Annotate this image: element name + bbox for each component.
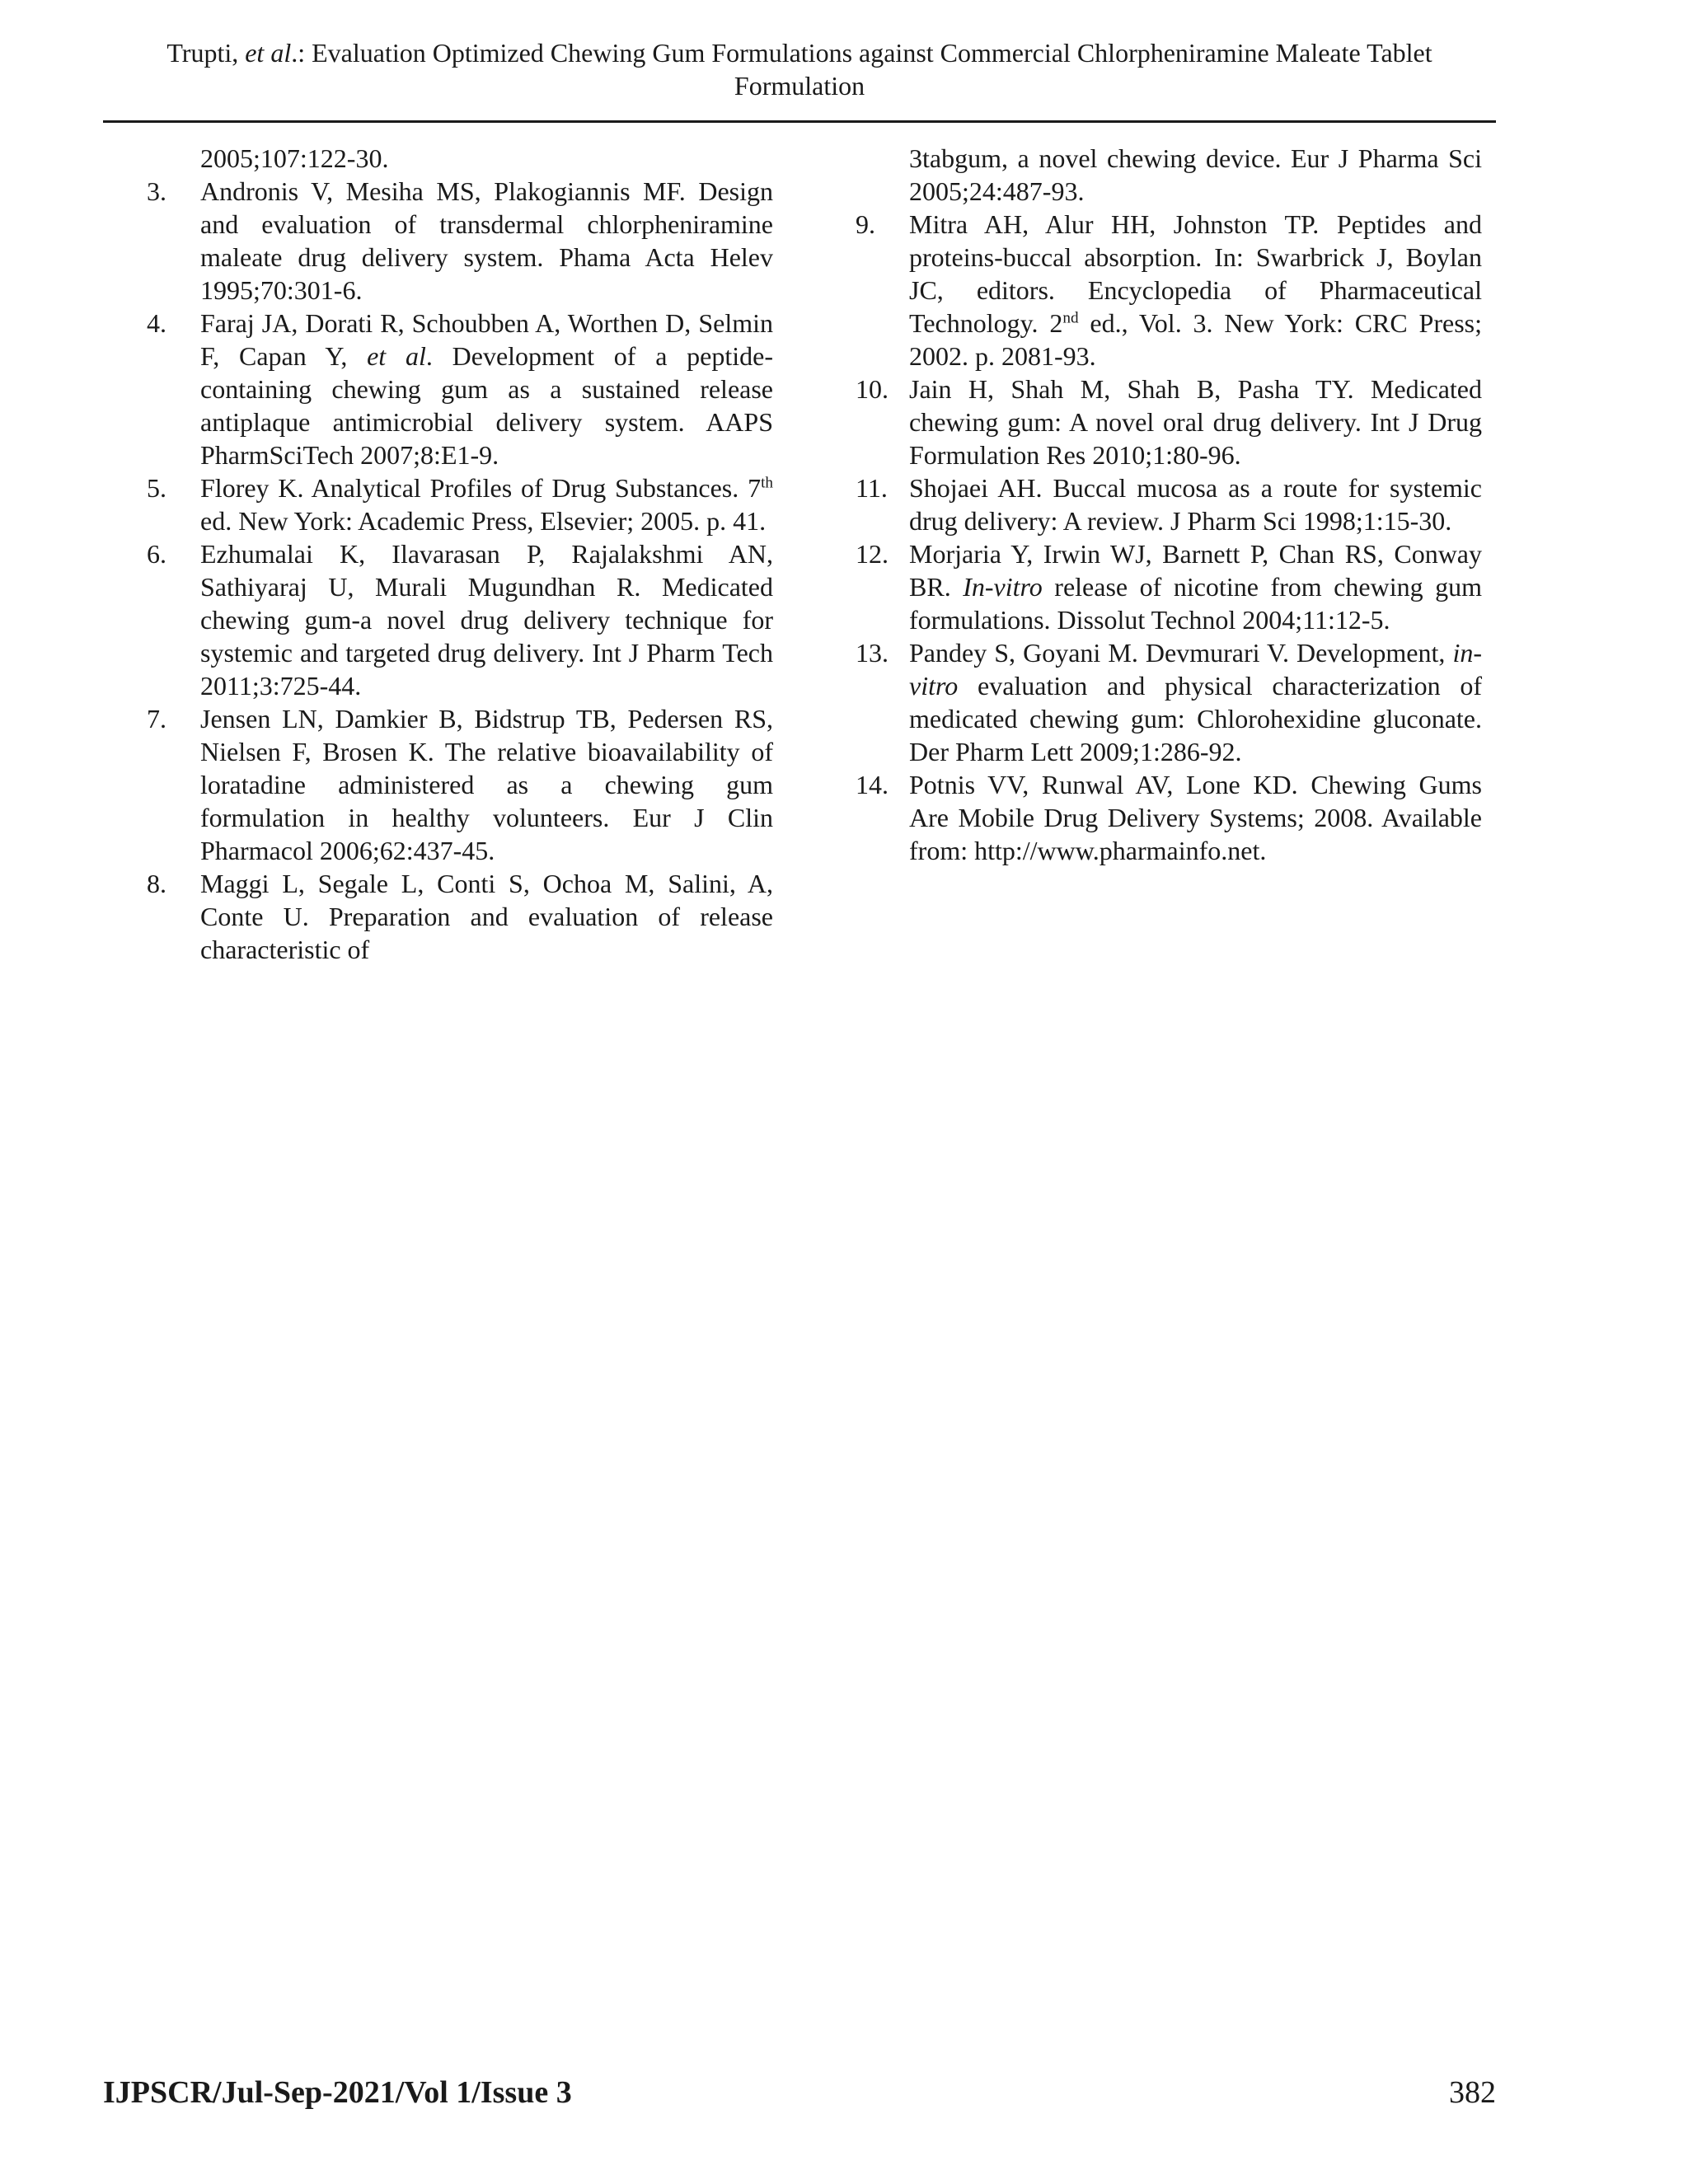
reference-text: Andronis V, Mesiha MS, Plakogiannis MF. Design and evaluation of transdermal chlorpheniramine maleate drug delivery system. Phama Acta Helev 1995;70:301-6. xyxy=(200,176,773,305)
header-title: .: Evaluation Optimized Chewing Gum Formulations against Commercial Chlorpheniramine Maleate Tablet Formulation xyxy=(291,38,1432,101)
reference-number: 8. xyxy=(147,869,166,898)
reference-item xyxy=(147,702,773,867)
reference-item xyxy=(856,636,1482,768)
reference-italic: In-vitro xyxy=(963,572,1043,602)
reference-number: 9. xyxy=(856,209,875,239)
reference-text-part: evaluation and physical characterization of medicated chewing gum: Chlorohexidine gluconate. Der Pharm Lett 2009;1:286-92. xyxy=(909,671,1482,766)
reference-item xyxy=(856,471,1482,537)
reference-text xyxy=(200,471,773,537)
reference-number: 10. xyxy=(856,374,889,404)
reference-item xyxy=(856,768,1482,867)
reference-text xyxy=(909,208,1482,373)
reference-text: Maggi L, Segale L, Conti S, Ochoa M, Salini, A, Conte U. Preparation and evaluation of release characteristic of xyxy=(200,869,773,964)
reference-italic: et al xyxy=(367,341,426,371)
header-author: Trupti, xyxy=(166,38,239,68)
reference-text: Potnis VV, Runwal AV, Lone KD. Chewing Gums Are Mobile Drug Delivery Systems; 2008. Available from: http://www.pharmainfo.net. xyxy=(909,770,1482,865)
reference-text: Shojaei AH. Buccal mucosa as a route for systemic drug delivery: A review. J Pharm Sci 1998;1:15-30. xyxy=(909,473,1482,536)
reference-text: Jensen LN, Damkier B, Bidstrup TB, Pedersen RS, Nielsen F, Brosen K. The relative bioavailability of loratadine administered as a chewing gum formulation in healthy volunteers. Eur J Clin Pharmacol 2006;62:437-45. xyxy=(200,704,773,865)
reference-number: 7. xyxy=(147,704,166,733)
reference-text xyxy=(200,307,773,471)
reference-text xyxy=(909,636,1482,768)
reference-italic: in-vitro xyxy=(909,638,1482,701)
reference-text xyxy=(909,537,1482,636)
reference-number: 5. xyxy=(147,473,166,503)
reference-number: 14. xyxy=(856,770,889,799)
reference-item xyxy=(147,867,773,966)
right-column xyxy=(856,142,1482,867)
reference-superscript: nd xyxy=(1062,309,1079,327)
journal-footer: IJPSCR/Jul-Sep-2021/Vol 1/Issue 3 xyxy=(103,2075,572,2110)
reference-item xyxy=(856,537,1482,636)
reference-item xyxy=(147,471,773,537)
reference-text-part: . Development of a peptide-containing chewing gum as a sustained release antiplaque antimicrobial delivery system. AAPS PharmSciTech 2007;8:E1-9. xyxy=(200,341,774,470)
reference-text: Jain H, Shah M, Shah B, Pasha TY. Medicated chewing gum: A novel oral drug delivery. Int J Drug Formulation Res 2010;1:80-96. xyxy=(909,374,1482,470)
reference-number: 4. xyxy=(147,308,166,338)
reference-item xyxy=(147,537,773,702)
running-header xyxy=(103,36,1496,102)
reference-number: 13. xyxy=(856,638,889,668)
left-column xyxy=(147,142,773,966)
reference-item xyxy=(856,208,1482,373)
reference-text-part: Morjaria Y, Irwin WJ, Barnett P, Chan RS, Conway BR. xyxy=(909,539,1482,602)
header-divider xyxy=(103,120,1496,123)
page-number: 382 xyxy=(1449,2075,1496,2110)
reference-text-part: Mitra AH, Alur HH, Johnston TP. Peptides and proteins-buccal absorption. In: Swarbrick J, Boylan JC, editors. Encyclopedia of Pharmaceutical Technology. 2 xyxy=(909,209,1482,338)
reference-text-part: ed., Vol. 3. New York: CRC Press; 2002. p. 2081-93. xyxy=(909,308,1483,371)
reference-number: 12. xyxy=(856,539,889,569)
reference-text-part: Florey K. Analytical Profiles of Drug Substances. 7 xyxy=(200,473,762,503)
reference-continuation: 2005;107:122-30. xyxy=(200,143,389,173)
reference-item xyxy=(147,307,773,471)
reference-superscript: th xyxy=(761,474,773,492)
header-etal: et al xyxy=(245,38,292,68)
reference-text: Ezhumalai K, Ilavarasan P, Rajalakshmi AN, Sathiyaraj U, Murali Mugundhan R. Medicated chewing gum-a novel drug delivery technique for systemic and targeted drug delivery. Int J Pharm Tech 2011;3:725-44. xyxy=(200,539,773,701)
reference-item xyxy=(856,373,1482,471)
reference-text-part: Faraj JA, Dorati R, Schoubben A, Worthen D, Selmin F, Capan Y, xyxy=(200,308,773,371)
reference-text-part: Pandey S, Goyani M. Devmurari V. Development, xyxy=(909,638,1453,668)
reference-item xyxy=(147,175,773,307)
reference-number: 3. xyxy=(147,176,166,206)
reference-number: 11. xyxy=(856,473,888,503)
reference-continuation: 3tabgum, a novel chewing device. Eur J Pharma Sci 2005;24:487-93. xyxy=(909,143,1482,206)
reference-text-part: ed. New York: Academic Press, Elsevier; 2005. p. 41. xyxy=(200,506,767,536)
reference-text-part: release of nicotine from chewing gum formulations. Dissolut Technol 2004;11:12-5. xyxy=(909,572,1483,635)
reference-number: 6. xyxy=(147,539,166,569)
